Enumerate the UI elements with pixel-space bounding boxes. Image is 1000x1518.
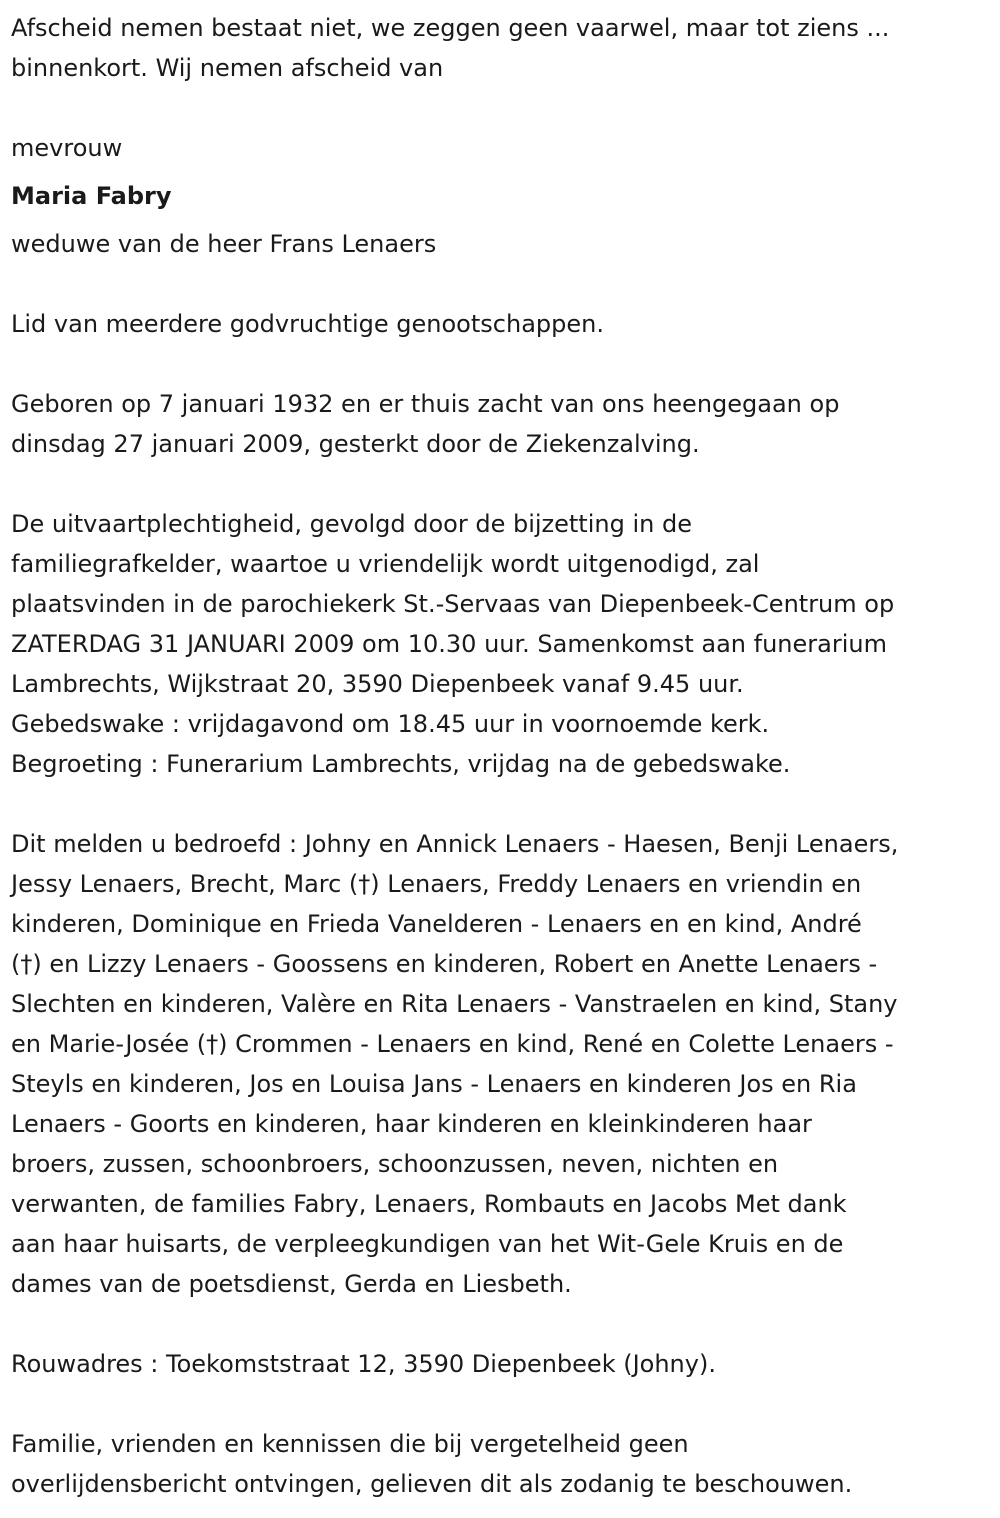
family-line: Steyls en kinderen, Jos en Louisa Jans - Lenaers en kinderen Jos en Ria	[11, 1070, 857, 1098]
spouse-line: weduwe van de heer Frans Lenaers	[11, 230, 437, 258]
family-line: dames van de poetsdienst, Gerda en Liesbeth.	[11, 1270, 572, 1298]
deceased-name-wrap	[11, 176, 996, 216]
birth-death-line-2: dinsdag 27 januari 2009, gesterkt door de Ziekenzalving.	[11, 430, 700, 458]
spacer	[11, 464, 1000, 504]
family-paragraph	[11, 824, 996, 1304]
ceremony-line: plaatsvinden in de parochiekerk St.-Servaas van Diepenbeek-Centrum op	[11, 590, 895, 618]
closing-paragraph	[11, 1424, 996, 1504]
spacer	[11, 1304, 1000, 1344]
ceremony-line: De uitvaartplechtigheid, gevolgd door de bijzetting in de	[11, 510, 692, 538]
family-line: (†) en Lizzy Lenaers - Goossens en kinderen, Robert en Anette Lenaers -	[11, 950, 878, 978]
spacer	[11, 88, 1000, 128]
ceremony-line: Begroeting : Funerarium Lambrechts, vrijdag na de gebedswake.	[11, 750, 791, 778]
ceremony-line: familiegrafkelder, waartoe u vriendelijk wordt uitgenodigd, zal	[11, 550, 760, 578]
family-line: broers, zussen, schoonbroers, schoonzussen, neven, nichten en	[11, 1150, 779, 1178]
family-line: Jessy Lenaers, Brecht, Marc (†) Lenaers, Freddy Lenaers en vriendin en	[11, 870, 862, 898]
closing-line-2: overlijdensbericht ontvingen, gelieven dit als zodanig te beschouwen.	[11, 1470, 853, 1498]
family-line: Lenaers - Goorts en kinderen, haar kinderen en kleinkinderen haar	[11, 1110, 812, 1138]
family-line: Dit melden u bedroefd : Johny en Annick Lenaers - Haesen, Benji Lenaers,	[11, 830, 899, 858]
intro-paragraph	[11, 8, 996, 88]
family-line: en Marie-Josée (†) Crommen - Lenaers en kind, René en Colette Lenaers -	[11, 1030, 894, 1058]
intro-line-2: binnenkort. Wij nemen afscheid van	[11, 54, 444, 82]
family-line: verwanten, de families Fabry, Lenaers, Rombauts en Jacobs Met dank	[11, 1190, 847, 1218]
spacer	[11, 1384, 1000, 1424]
ceremony-line: ZATERDAG 31 JANUARI 2009 om 10.30 uur. Samenkomst aan funerarium	[11, 630, 887, 658]
salutation: mevrouw	[11, 134, 123, 162]
deceased-name: Maria Fabry	[11, 182, 172, 210]
birth-death-line-1: Geboren op 7 januari 1932 en er thuis zacht van ons heengegaan op	[11, 390, 840, 418]
membership-line: Lid van meerdere godvruchtige genootschappen.	[11, 310, 604, 338]
birth-death-paragraph	[11, 384, 996, 464]
spacer	[11, 344, 1000, 384]
ceremony-line: Gebedswake : vrijdagavond om 18.45 uur in voornoemde kerk.	[11, 710, 770, 738]
closing-line-1: Familie, vrienden en kennissen die bij vergetelheid geen	[11, 1430, 689, 1458]
spacer	[11, 784, 1000, 824]
family-line: kinderen, Dominique en Frieda Vanelderen - Lenaers en en kind, André	[11, 910, 862, 938]
family-line: aan haar huisarts, de verpleegkundigen van het Wit-Gele Kruis en de	[11, 1230, 844, 1258]
ceremony-line: Lambrechts, Wijkstraat 20, 3590 Diepenbeek vanaf 9.45 uur.	[11, 670, 744, 698]
spacer	[11, 264, 1000, 304]
family-line: Slechten en kinderen, Valère en Rita Lenaers - Vanstraelen en kind, Stany	[11, 990, 898, 1018]
mourning-address: Rouwadres : Toekomststraat 12, 3590 Diepenbeek (Johny).	[11, 1350, 716, 1378]
intro-line-1: Afscheid nemen bestaat niet, we zeggen geen vaarwel, maar tot ziens ...	[11, 14, 890, 42]
ceremony-paragraph	[11, 504, 996, 784]
